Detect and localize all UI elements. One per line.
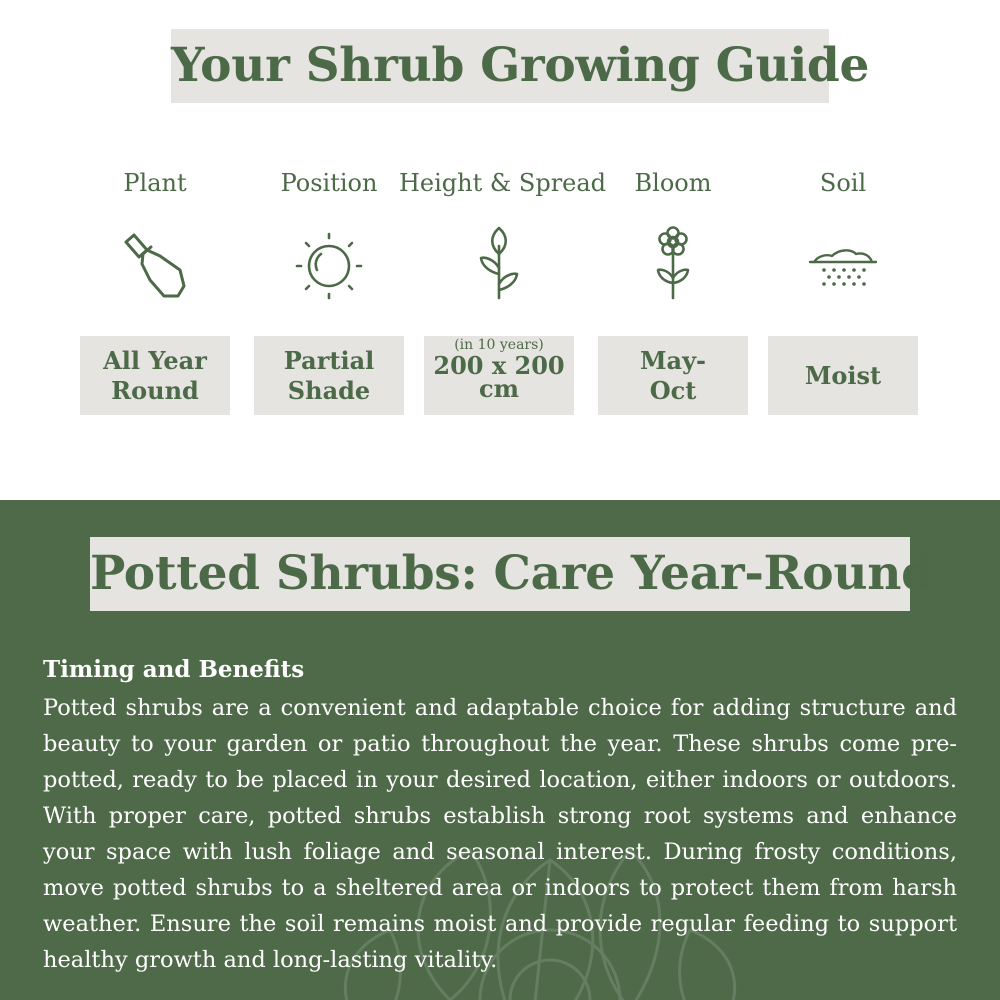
care-body-text: Potted shrubs are a convenient and adaptable choice for adding structure and beauty to your garden or patio throughout the year. These shrubs come pre-potted, ready to be placed in your desired location, either indoors or outdoors. With proper care, potted shrubs establish strong root systems and enhance your space with lush foliage and seasonal interest. During frosty conditions, move potted shrubs to a sheltered area or indoors to protect them from harsh weather. Ensure the soil remains moist and provide regular feeding to support healthy growth and long-lasting vitality. (43, 695, 957, 973)
guide-item-value: 200 x 200 cm (433, 351, 565, 403)
guide-item-note: (in 10 years) (454, 337, 544, 353)
guide-item-label: Plant (123, 169, 187, 197)
guide-item-label: Bloom (634, 169, 712, 197)
guide-item-value-box (254, 336, 404, 415)
care-section (0, 500, 1000, 1000)
guide-title: Your Shrub Growing Guide (171, 29, 829, 103)
soil-icon (808, 226, 878, 302)
sun-icon (294, 226, 364, 302)
guide-item-value: Partial Shade (283, 345, 375, 405)
guide-item-value-box (768, 336, 918, 415)
trowel-icon (120, 226, 190, 302)
guide-item-label: Soil (819, 169, 867, 197)
guide-item-value-box (598, 336, 748, 415)
guide-item-value: All Year Round (103, 345, 207, 405)
guide-item-value: Moist (804, 360, 882, 390)
guide-item-value: May-Oct (639, 345, 707, 405)
guide-item-label: Height & Spread (399, 169, 607, 197)
care-heading: Timing and Benefits (43, 656, 305, 683)
guide-item-value-box (80, 336, 230, 415)
flower-icon (638, 226, 708, 302)
guide-item-label: Position (280, 169, 378, 197)
care-title: Potted Shrubs: Care Year-Round (90, 537, 910, 611)
seedling-icon (464, 226, 534, 302)
guide-item-value-box (424, 336, 574, 415)
